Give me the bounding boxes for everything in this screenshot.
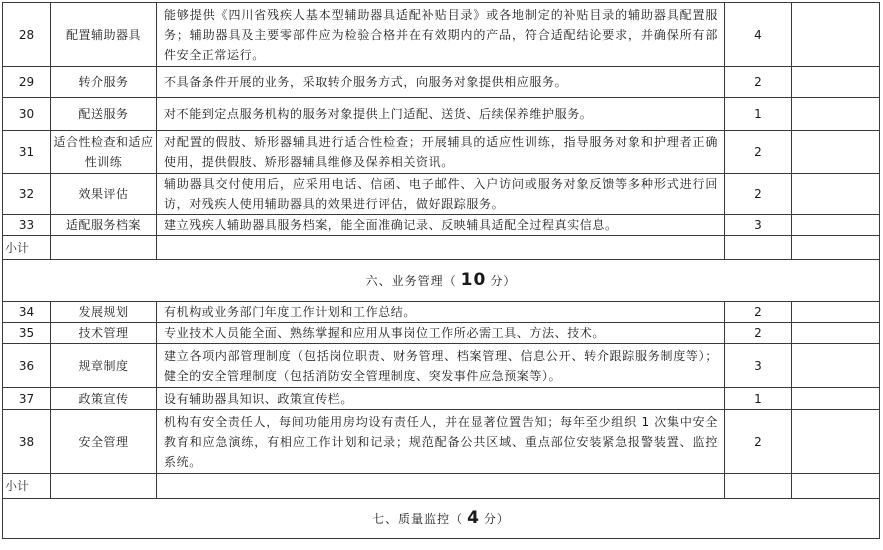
item-description: 建立残疾人辅助器具服务档案，能全面准确记录、反映辅具适配全过程真实信息。 xyxy=(157,215,725,236)
item-name: 效果评估 xyxy=(51,174,157,215)
item-score: 2 xyxy=(725,131,792,174)
item-description: 专业技术人员能全面、熟练掌握和应用从事岗位工作所必需工具、方法、技术。 xyxy=(157,323,725,344)
item-name: 转介服务 xyxy=(51,67,157,98)
blank-cell xyxy=(792,410,880,474)
item-score: 2 xyxy=(725,174,792,215)
item-name: 安全管理 xyxy=(51,410,157,474)
item-description: 有机构或业务部门年度工作计划和工作总结。 xyxy=(157,302,725,323)
table-row xyxy=(3,410,880,474)
item-name: 规章制度 xyxy=(51,344,157,388)
blank-cell xyxy=(792,323,880,344)
item-description: 设有辅助器具知识、政策宣传栏。 xyxy=(157,388,725,410)
item-score: 3 xyxy=(725,215,792,236)
section-header-row xyxy=(3,499,880,539)
blank-cell xyxy=(792,236,880,260)
item-name: 技术管理 xyxy=(51,323,157,344)
blank-cell xyxy=(792,388,880,410)
row-number: 28 xyxy=(3,3,51,67)
item-description: 对不能到定点服务机构的服务对象提供上门适配、送货、后续保养维护服务。 xyxy=(157,98,725,131)
item-description: 能够提供《四川省残疾人基本型辅助器具适配补贴目录》或各地制定的补贴目录的辅助器具配置服务；辅助器具及主要零部件应为检验合格并在有效期内的产品，符合适配结论要求，并确保所有部件安全正常运行。 xyxy=(157,3,725,67)
blank-cell xyxy=(792,344,880,388)
table-row xyxy=(3,131,880,174)
blank-cell xyxy=(725,474,792,499)
section-title-suffix: 分） xyxy=(490,274,517,288)
row-number: 30 xyxy=(3,98,51,131)
blank-cell xyxy=(157,474,725,499)
section-header-row xyxy=(3,260,880,302)
item-score: 2 xyxy=(725,302,792,323)
item-score: 2 xyxy=(725,67,792,98)
row-number: 31 xyxy=(3,131,51,174)
blank-cell xyxy=(792,215,880,236)
item-name: 适合性检查和适应性训练 xyxy=(51,131,157,174)
blank-cell xyxy=(792,131,880,174)
item-score: 4 xyxy=(725,3,792,67)
table-row xyxy=(3,323,880,344)
subtotal-row xyxy=(3,236,880,260)
row-number: 36 xyxy=(3,344,51,388)
item-name: 配送服务 xyxy=(51,98,157,131)
section-points: 10 xyxy=(460,270,487,290)
item-description: 机构有安全责任人，每间功能用房均设有责任人，并在显著位置告知；每年至少组织 1 次集中安全教育和应急演练，有相应工作计划和记录；规范配备公共区域、重点部位安装紧急报警装置、监控系统。 xyxy=(157,410,725,474)
blank-cell xyxy=(792,3,880,67)
row-number: 34 xyxy=(3,302,51,323)
item-score: 1 xyxy=(725,388,792,410)
item-description: 建立各项内部管理制度（包括岗位职责、财务管理、档案管理、信息公开、转介跟踪服务制度等）；健全的安全管理制度（包括消防安全管理制度、突发事件应急预案等）。 xyxy=(157,344,725,388)
table-row xyxy=(3,67,880,98)
blank-cell xyxy=(51,236,157,260)
table-row xyxy=(3,174,880,215)
section-title-prefix: 六、业务管理（ xyxy=(365,274,457,288)
table-row xyxy=(3,215,880,236)
item-score: 1 xyxy=(725,98,792,131)
section-title-suffix: 分） xyxy=(483,512,510,526)
table-row xyxy=(3,302,880,323)
section-title xyxy=(3,499,880,539)
section-title-prefix: 七、质量监控（ xyxy=(372,512,464,526)
table-row xyxy=(3,388,880,410)
item-score: 2 xyxy=(725,323,792,344)
item-score: 2 xyxy=(725,410,792,474)
blank-cell xyxy=(792,67,880,98)
item-description: 对配置的假肢、矫形器辅具进行适合性检查；开展辅具的适应性训练，指导服务对象和护理者正确使用，提供假肢、矫形器辅具维修及保养相关资讯。 xyxy=(157,131,725,174)
blank-cell xyxy=(792,302,880,323)
item-name: 发展规划 xyxy=(51,302,157,323)
row-number: 37 xyxy=(3,388,51,410)
subtotal-row xyxy=(3,474,880,499)
blank-cell xyxy=(792,474,880,499)
table-row xyxy=(3,344,880,388)
item-name: 适配服务档案 xyxy=(51,215,157,236)
table-row xyxy=(3,3,880,67)
subtotal-label: 小计 xyxy=(3,474,51,499)
row-number: 29 xyxy=(3,67,51,98)
item-description: 辅助器具交付使用后，应采用电话、信函、电子邮件、入户访问或服务对象反馈等多种形式进行回访，对残疾人使用辅助器具的效果进行评估，做好跟踪服务。 xyxy=(157,174,725,215)
item-description: 不具备条件开展的业务，采取转介服务方式，向服务对象提供相应服务。 xyxy=(157,67,725,98)
scoring-table xyxy=(2,2,880,539)
item-score: 3 xyxy=(725,344,792,388)
row-number: 38 xyxy=(3,410,51,474)
subtotal-label: 小计 xyxy=(3,236,51,260)
row-number: 35 xyxy=(3,323,51,344)
item-name: 政策宣传 xyxy=(51,388,157,410)
table-row xyxy=(3,98,880,131)
blank-cell xyxy=(51,474,157,499)
section-points: 4 xyxy=(467,508,480,528)
blank-cell xyxy=(725,236,792,260)
row-number: 32 xyxy=(3,174,51,215)
row-number: 33 xyxy=(3,215,51,236)
section-title xyxy=(3,260,880,302)
item-name: 配置辅助器具 xyxy=(51,3,157,67)
blank-cell xyxy=(792,98,880,131)
blank-cell xyxy=(157,236,725,260)
blank-cell xyxy=(792,174,880,215)
